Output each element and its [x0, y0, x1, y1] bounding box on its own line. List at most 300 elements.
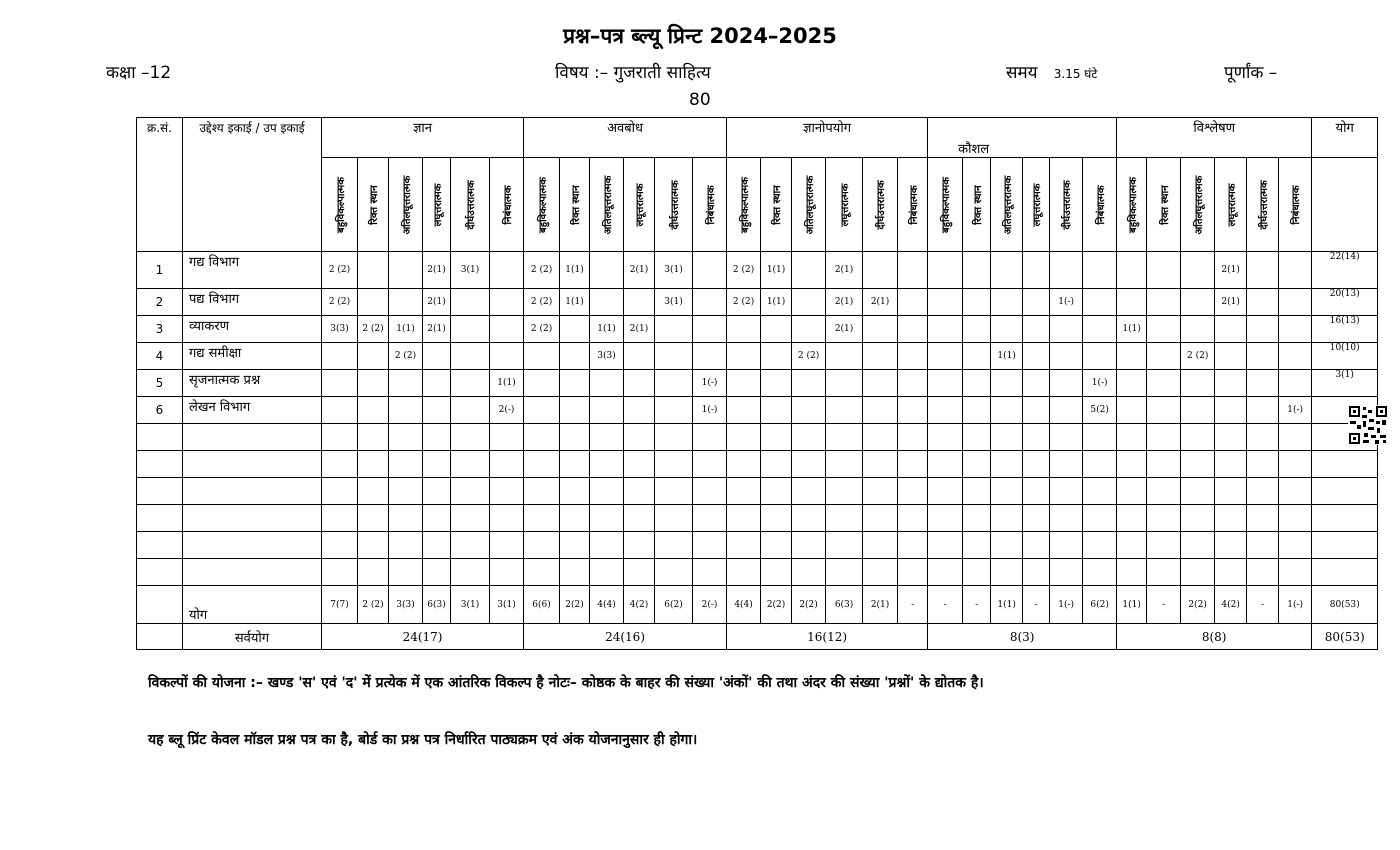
- marks-cell: 1(-): [693, 397, 727, 424]
- marks-cell: [1279, 343, 1312, 370]
- marks-cell: [1117, 397, 1147, 424]
- yog-cell: 7(7): [322, 586, 358, 624]
- empty-cell: [524, 451, 560, 478]
- total-header-blank: [1312, 158, 1378, 252]
- empty-cell: [1050, 532, 1083, 559]
- marks-cell: [1083, 343, 1117, 370]
- marks-cell: [826, 370, 863, 397]
- question-type-header: [1279, 158, 1312, 252]
- marks-cell: [693, 289, 727, 316]
- marks-cell: [490, 289, 524, 316]
- marks-cell: [1147, 370, 1181, 397]
- marks-cell: [1181, 397, 1215, 424]
- empty-cell: [727, 532, 761, 559]
- empty-cell: [560, 559, 590, 586]
- empty-cell: [898, 451, 928, 478]
- empty-cell: [963, 559, 991, 586]
- total-header: योग: [1312, 118, 1378, 158]
- empty-cell: [761, 478, 792, 505]
- empty-cell: [590, 424, 624, 451]
- empty-cell: [991, 424, 1023, 451]
- question-type-header: [792, 158, 826, 252]
- marks-cell: [1023, 252, 1050, 289]
- marks-cell: [560, 370, 590, 397]
- marks-cell: [1023, 289, 1050, 316]
- yog-row: [137, 586, 1378, 624]
- empty-cell: [624, 559, 655, 586]
- yog-cell: -: [1023, 586, 1050, 624]
- empty-cell: [624, 451, 655, 478]
- marks-cell: [1181, 289, 1215, 316]
- empty-cell: [490, 478, 524, 505]
- marks-cell: [693, 252, 727, 289]
- marks-cell: [898, 316, 928, 343]
- question-type-label: बहुविकल्पात्मक: [537, 176, 549, 233]
- question-type-header: [524, 158, 560, 252]
- yog-cell: 6(2): [1083, 586, 1117, 624]
- empty-cell: [1147, 478, 1181, 505]
- marks-cell: 2(1): [624, 316, 655, 343]
- empty-cell: [1083, 424, 1117, 451]
- table-row: [137, 289, 1378, 316]
- empty-cell: [826, 478, 863, 505]
- question-type-label: लघूत्तरात्मक: [840, 183, 852, 226]
- question-type-label: निबंधात्मक: [1291, 184, 1303, 225]
- empty-cell: [451, 559, 490, 586]
- empty-cell: [137, 451, 183, 478]
- question-type-header: [358, 158, 389, 252]
- marks-cell: [590, 252, 624, 289]
- empty-cell: [590, 532, 624, 559]
- marks-cell: [1050, 397, 1083, 424]
- empty-cell: [423, 424, 451, 451]
- marks-cell: [792, 252, 826, 289]
- marks-cell: [624, 397, 655, 424]
- marks-cell: [358, 343, 389, 370]
- marks-cell: [1181, 316, 1215, 343]
- group-header: कौशल: [928, 118, 1117, 158]
- row-serial: 2: [137, 289, 183, 316]
- question-type-header: [560, 158, 590, 252]
- empty-cell: [928, 532, 963, 559]
- empty-cell: [991, 559, 1023, 586]
- marks-cell: [423, 343, 451, 370]
- marks-cell: 2 (2): [524, 316, 560, 343]
- marks-cell: 3(3): [322, 316, 358, 343]
- row-serial: 6: [137, 397, 183, 424]
- empty-cell: [898, 478, 928, 505]
- marks-cell: 2(1): [826, 289, 863, 316]
- empty-cell: [928, 424, 963, 451]
- group-header: विश्लेषण: [1117, 118, 1312, 158]
- marks-cell: [928, 370, 963, 397]
- empty-cell: [1181, 478, 1215, 505]
- marks-cell: [1117, 252, 1147, 289]
- yog-cell: 1(1): [991, 586, 1023, 624]
- empty-cell: [389, 505, 423, 532]
- row-total: 3(1): [1312, 370, 1378, 397]
- question-type-label: अतिलघूत्तरात्मक: [804, 175, 816, 234]
- subject-label: विषय :– गुजराती साहित्य: [555, 63, 711, 83]
- yog-cell: 4(2): [624, 586, 655, 624]
- yog-cell: 4(4): [727, 586, 761, 624]
- row-unit-name: सृजनात्मक प्रश्न: [183, 370, 322, 397]
- question-type-label: निबंधात्मक: [1095, 184, 1107, 225]
- marks-cell: 3(1): [655, 289, 693, 316]
- yog-cell: 2(2): [761, 586, 792, 624]
- marks-cell: [524, 370, 560, 397]
- marks-cell: 1(1): [389, 316, 423, 343]
- empty-cell: [1147, 559, 1181, 586]
- marks-cell: 2(1): [826, 316, 863, 343]
- marks-cell: [1247, 289, 1279, 316]
- blueprint-table: [136, 117, 1378, 650]
- empty-cell: [928, 559, 963, 586]
- empty-cell: [183, 559, 322, 586]
- group-grand-total: 24(16): [524, 624, 727, 650]
- empty-cell: [1050, 505, 1083, 532]
- empty-cell: [727, 505, 761, 532]
- question-type-header: [423, 158, 451, 252]
- yog-total: 80(53): [1312, 586, 1378, 624]
- empty-cell: [863, 451, 898, 478]
- sarvyog-row: [137, 624, 1378, 650]
- empty-cell: [137, 424, 183, 451]
- question-type-label: निबंधात्मक: [908, 184, 920, 225]
- marks-cell: [761, 370, 792, 397]
- marks-cell: [1147, 343, 1181, 370]
- empty-cell: [183, 532, 322, 559]
- empty-row: [137, 505, 1378, 532]
- empty-cell: [183, 424, 322, 451]
- row-unit-name: लेखन विभाग: [183, 397, 322, 424]
- marks-cell: 2 (2): [727, 252, 761, 289]
- empty-cell: [524, 424, 560, 451]
- marks-cell: [490, 252, 524, 289]
- marks-cell: [1083, 252, 1117, 289]
- question-type-label: बहुविकल्पात्मक: [335, 176, 347, 233]
- marks-cell: [389, 397, 423, 424]
- empty-cell: [1279, 424, 1312, 451]
- table-row: [137, 397, 1378, 424]
- marks-cell: [727, 343, 761, 370]
- question-type-header: [1050, 158, 1083, 252]
- marks-cell: [963, 316, 991, 343]
- marks-cell: [1279, 289, 1312, 316]
- marks-cell: 2(1): [826, 252, 863, 289]
- empty-cell: [792, 478, 826, 505]
- empty-cell: [792, 559, 826, 586]
- empty-cell: [322, 451, 358, 478]
- marks-cell: [1050, 370, 1083, 397]
- marks-cell: [991, 316, 1023, 343]
- marks-cell: [524, 397, 560, 424]
- marks-cell: 2(1): [423, 252, 451, 289]
- marks-cell: [761, 397, 792, 424]
- empty-cell: [1181, 451, 1215, 478]
- empty-cell: [693, 505, 727, 532]
- row-serial: 3: [137, 316, 183, 343]
- empty-cell: [826, 424, 863, 451]
- question-type-header: [590, 158, 624, 252]
- yog-cell: -: [928, 586, 963, 624]
- empty-cell: [1023, 478, 1050, 505]
- marks-cell: [389, 370, 423, 397]
- question-type-header: [624, 158, 655, 252]
- marks-cell: [358, 289, 389, 316]
- marks-cell: [898, 370, 928, 397]
- empty-cell: [727, 559, 761, 586]
- empty-cell: [655, 424, 693, 451]
- empty-cell: [863, 559, 898, 586]
- empty-cell: [963, 478, 991, 505]
- question-type-label: दीर्घउत्तरात्मक: [669, 179, 681, 230]
- sarvyog-blank: [137, 624, 183, 650]
- marks-cell: [1117, 370, 1147, 397]
- empty-cell: [1083, 532, 1117, 559]
- marks-cell: 2 (2): [524, 252, 560, 289]
- yog-cell: -: [1247, 586, 1279, 624]
- marks-cell: [898, 343, 928, 370]
- question-type-label: लघूत्तरात्मक: [1226, 183, 1238, 226]
- marks-cell: [655, 370, 693, 397]
- empty-cell: [693, 451, 727, 478]
- marks-cell: [655, 397, 693, 424]
- empty-cell: [1181, 532, 1215, 559]
- marks-cell: [590, 370, 624, 397]
- marks-cell: [1083, 316, 1117, 343]
- marks-cell: [1247, 370, 1279, 397]
- empty-cell: [490, 451, 524, 478]
- marks-cell: 2(1): [1215, 289, 1247, 316]
- empty-cell: [727, 451, 761, 478]
- empty-cell: [1083, 559, 1117, 586]
- yog-cell: 1(1): [1117, 586, 1147, 624]
- question-type-label: रिक्त स्थान: [1159, 184, 1171, 225]
- question-type-header: [389, 158, 423, 252]
- marks-cell: 2 (2): [322, 289, 358, 316]
- question-type-header: [928, 158, 963, 252]
- empty-cell: [898, 505, 928, 532]
- marks-cell: [590, 289, 624, 316]
- empty-cell: [624, 532, 655, 559]
- empty-cell: [1117, 532, 1147, 559]
- marks-cell: [451, 397, 490, 424]
- marks-cell: [322, 397, 358, 424]
- question-type-label: दीर्घउत्तरात्मक: [466, 179, 477, 230]
- marks-cell: [1050, 343, 1083, 370]
- yog-cell: 2(2): [1181, 586, 1215, 624]
- full-marks-label: पूर्णांक –: [1224, 63, 1278, 83]
- marks-cell: [451, 316, 490, 343]
- empty-cell: [928, 451, 963, 478]
- empty-cell: [358, 478, 389, 505]
- empty-cell: [826, 451, 863, 478]
- empty-cell: [963, 532, 991, 559]
- question-type-header: [761, 158, 792, 252]
- yog-cell: 2(2): [792, 586, 826, 624]
- empty-cell: [423, 478, 451, 505]
- empty-cell: [1247, 505, 1279, 532]
- marks-cell: [389, 289, 423, 316]
- yog-cell: 4(2): [1215, 586, 1247, 624]
- empty-cell: [590, 559, 624, 586]
- empty-cell: [826, 505, 863, 532]
- empty-cell: [1147, 424, 1181, 451]
- empty-cell: [451, 451, 490, 478]
- empty-cell: [1247, 559, 1279, 586]
- empty-cell: [991, 451, 1023, 478]
- grand-total: 80(53): [1312, 624, 1378, 650]
- marks-cell: 2 (2): [389, 343, 423, 370]
- empty-cell: [826, 532, 863, 559]
- empty-cell: [1083, 451, 1117, 478]
- yog-cell: 3(1): [490, 586, 524, 624]
- marks-cell: [560, 343, 590, 370]
- full-marks-value: 80: [689, 90, 711, 110]
- header-row: [137, 118, 1378, 158]
- marks-cell: 1(1): [761, 252, 792, 289]
- yog-cell: 6(2): [655, 586, 693, 624]
- empty-cell: [655, 478, 693, 505]
- marks-cell: 2(-): [490, 397, 524, 424]
- table-row: [137, 370, 1378, 397]
- marks-cell: [1247, 252, 1279, 289]
- row-serial: 1: [137, 252, 183, 289]
- marks-cell: 2 (2): [1181, 343, 1215, 370]
- empty-cell: [524, 532, 560, 559]
- marks-cell: [1083, 289, 1117, 316]
- empty-cell: [183, 451, 322, 478]
- question-type-header: [826, 158, 863, 252]
- empty-cell: [1312, 451, 1378, 478]
- empty-cell: [1023, 505, 1050, 532]
- question-type-label: लघूत्तरात्मक: [432, 183, 444, 226]
- empty-cell: [1279, 451, 1312, 478]
- table-row: [137, 343, 1378, 370]
- time-label: समय: [1006, 63, 1038, 83]
- empty-cell: [137, 532, 183, 559]
- empty-cell: [761, 559, 792, 586]
- row-total: 10(10): [1312, 343, 1378, 370]
- marks-cell: [761, 343, 792, 370]
- question-type-label: लघूत्तरात्मक: [635, 183, 647, 226]
- question-type-label: दीर्घउत्तरात्मक: [1062, 179, 1074, 230]
- marks-cell: [389, 252, 423, 289]
- empty-cell: [1050, 559, 1083, 586]
- marks-cell: [1023, 397, 1050, 424]
- marks-cell: 2 (2): [322, 252, 358, 289]
- table-row: [137, 252, 1378, 289]
- empty-cell: [423, 451, 451, 478]
- marks-cell: [358, 397, 389, 424]
- empty-cell: [1279, 505, 1312, 532]
- marks-cell: [863, 370, 898, 397]
- marks-cell: [560, 316, 590, 343]
- empty-cell: [1050, 424, 1083, 451]
- empty-cell: [991, 505, 1023, 532]
- question-type-label: बहुविकल्पात्मक: [739, 176, 751, 233]
- empty-cell: [761, 505, 792, 532]
- marks-cell: [423, 370, 451, 397]
- marks-cell: [792, 397, 826, 424]
- yog-cell: -: [963, 586, 991, 624]
- empty-cell: [761, 451, 792, 478]
- empty-cell: [423, 505, 451, 532]
- marks-cell: [624, 289, 655, 316]
- empty-row: [137, 451, 1378, 478]
- marks-cell: [451, 370, 490, 397]
- empty-cell: [1312, 478, 1378, 505]
- row-total: 22(14): [1312, 252, 1378, 289]
- empty-cell: [826, 559, 863, 586]
- yog-blank: [137, 586, 183, 624]
- question-type-header: [1181, 158, 1215, 252]
- empty-cell: [792, 424, 826, 451]
- empty-cell: [898, 559, 928, 586]
- empty-cell: [451, 532, 490, 559]
- marks-cell: [1147, 289, 1181, 316]
- row-serial: 5: [137, 370, 183, 397]
- empty-cell: [1247, 451, 1279, 478]
- marks-cell: 2 (2): [358, 316, 389, 343]
- marks-cell: 1(-): [1279, 397, 1312, 424]
- empty-cell: [490, 424, 524, 451]
- empty-cell: [727, 424, 761, 451]
- marks-cell: 1(1): [490, 370, 524, 397]
- empty-cell: [389, 532, 423, 559]
- empty-cell: [590, 451, 624, 478]
- empty-cell: [693, 424, 727, 451]
- empty-cell: [1279, 559, 1312, 586]
- empty-cell: [624, 424, 655, 451]
- empty-cell: [1147, 532, 1181, 559]
- empty-cell: [560, 424, 590, 451]
- empty-cell: [389, 451, 423, 478]
- empty-cell: [963, 451, 991, 478]
- marks-cell: 1(1): [560, 289, 590, 316]
- empty-cell: [624, 478, 655, 505]
- marks-cell: [727, 316, 761, 343]
- empty-cell: [1247, 532, 1279, 559]
- yog-cell: 6(6): [524, 586, 560, 624]
- marks-cell: [761, 316, 792, 343]
- marks-cell: [451, 289, 490, 316]
- marks-cell: 3(3): [590, 343, 624, 370]
- question-type-label: रिक्त स्थान: [570, 184, 582, 225]
- yog-cell: 2(2): [560, 586, 590, 624]
- empty-cell: [1215, 505, 1247, 532]
- marks-cell: [826, 397, 863, 424]
- group-header: ज्ञान: [322, 118, 524, 158]
- empty-cell: [560, 532, 590, 559]
- marks-cell: [991, 289, 1023, 316]
- question-type-header: [1023, 158, 1050, 252]
- question-type-label: अतिलघूत्तरात्मक: [401, 175, 413, 234]
- empty-cell: [863, 505, 898, 532]
- empty-cell: [1279, 532, 1312, 559]
- yog-cell: -: [898, 586, 928, 624]
- empty-cell: [1312, 532, 1378, 559]
- marks-cell: [1050, 316, 1083, 343]
- sn-header: क्र.सं.: [137, 118, 183, 252]
- disclaimer-note: यह ब्लू प्रिंट केवल मॉडल प्रश्न पत्र का है, बोर्ड का प्रश्न पत्र निर्धारित पाठ्यक्रम एवं अंक योजनानुसार ही होगा।: [148, 732, 698, 748]
- row-serial: 4: [137, 343, 183, 370]
- class-label: कक्षा –12: [106, 63, 172, 83]
- empty-cell: [322, 424, 358, 451]
- empty-cell: [451, 424, 490, 451]
- question-type-header: [655, 158, 693, 252]
